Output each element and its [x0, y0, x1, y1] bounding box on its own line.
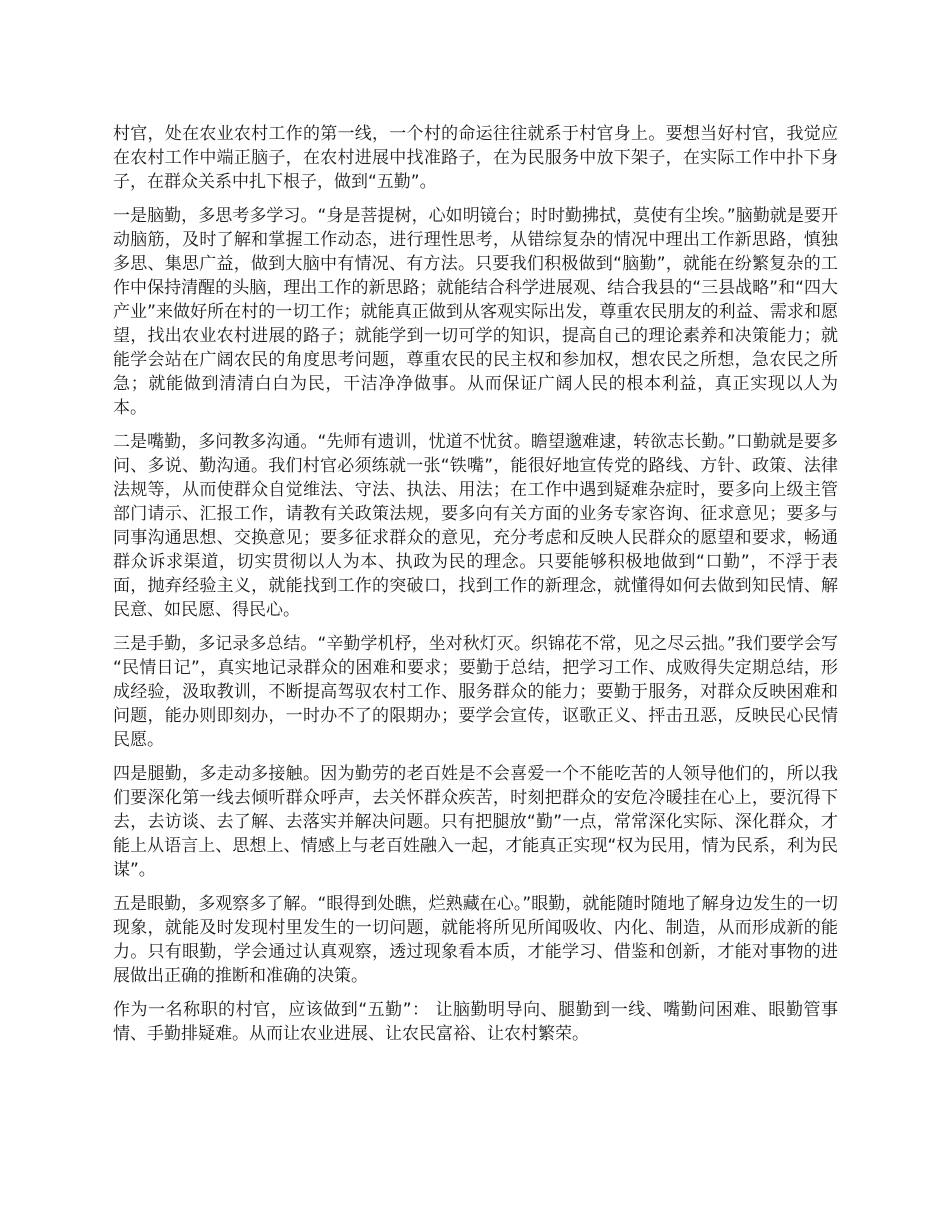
document-body — [113, 122, 838, 1056]
eye-diligence-paragraph: 五是眼勤，多观察多了解。“眼得到处瞧，烂熟藏在心。”眼勤，就能随时随地了解身边发生的一切现象，就能及时发现村里发生的一切问题，就能将所见所闻吸收、内化、制造，从而形成新的能力。只有眼勤，学会通过认真观察，透过现象看本质，才能学习、借鉴和创新，才能对事物的进展做出正确的推断和准确的决策。 — [113, 894, 838, 986]
intro-paragraph: 村官，处在农业农村工作的第一线，一个村的命运往往就系于村官身上。要想当好村官，我觉应在农村工作中端正脑子，在农村进展中找准路子，在为民服务中放下架子，在实际工作中扑下身子，在群众关系中扎下根子，做到“五勤”。 — [113, 124, 838, 192]
brain-diligence-paragraph: 一是脑勤，多思考多学习。“身是菩提树，心如明镜台；时时勤拂拭，莫使有尘埃。”脑勤就是要开动脑筋，及时了解和掌握工作动态，进行理性思考，从错综复杂的情况中理出工作新思路，慎独多思、集思广益，做到大脑中有情况、有方法。只要我们积极做到“脑勤”，就能在纷繁复杂的工作中保持清醒的头脑，理出工作的新思路；就能结合科学进展观、结合我县的“三县战略”和“四大产业”来做好所在村的一切工作；就能真正做到从客观实际出发，尊重农民朋友的利益、需求和愿望，找出农业农村进展的路子；就能学到一切可学的知识，提高自己的理论素养和决策能力；就能学会站在广阔农民的角度思考问题，尊重农民的民主权和参加权，想农民之所想，急农民之所急；就能做到清清白白为民，干洁净净做事。从而保证广阔人民的根本利益，真正实现以人为本。 — [113, 206, 838, 418]
leg-diligence-paragraph: 四是腿勤，多走动多接触。因为勤劳的老百姓是不会喜爱一个不能吃苦的人领导他们的，所以我们要深化第一线去倾听群众呼声，去关怀群众疾苦，时刻把群众的安危冷暖挂在心上，要沉得下去，去访谈、去了解、去落实并解决问题。只有把腿放“勤”一点，常常深化实际、深化群众，才能上从语言上、思想上、情感上与老百姓融入一起，才能真正实现“权为民用，情为民系，利为民谋”。 — [113, 764, 838, 880]
mouth-diligence-paragraph: 二是嘴勤，多问教多沟通。“先师有遗训，忧道不忧贫。瞻望邈难逮，转欲志长勤。”口勤就是要多问、多说、勤沟通。我们村官必须练就一张“铁嘴”，能很好地宣传党的路线、方针、政策、法律法规等，从而使群众自觉维法、守法、执法、用法；在工作中遇到疑难杂症时，要多向上级主管部门请示、汇报工作，请教有关政策法规，要多向有关方面的业务专家咨询、征求意见；要多与同事沟通思想、交换意见；要多征求群众的意见，充分考虑和反映人民群众的愿望和要求，畅通群众诉求渠道，切实贯彻以人为本、执政为民的理念。只要能够积极地做到“口勤”，不浮于表面，抛弃经验主义，就能找到工作的突破口，找到工作的新理念，就懂得如何去做到知民情、解民意、如民愿、得民心。 — [113, 432, 838, 620]
hand-diligence-paragraph: 三是手勤，多记录多总结。“辛勤学机杼，坐对秋灯灭。织锦花不常，见之尽云拙。”我们要学会写 “民情日记”，真实地记录群众的困难和要求；要勤于总结，把学习工作、成败得失定期总结，形成经验，汲取教训，不断提高驾驭农村工作、服务群众的能力；要勤于服务，对群众反映困难和问题，能办则即刻办，一时办不了的限期办；要学会宣传，讴歌正义、抨击丑恶，反映民心民情民愿。 — [113, 634, 838, 750]
conclusion-paragraph: 作为一名称职的村官，应该做到“五勤”： 让脑勤明导向、腿勤到一线、嘴勤问困难、眼勤管事情、手勤排疑难。从而让农业进展、让农民富裕、让农村繁荣。 — [113, 1000, 838, 1044]
